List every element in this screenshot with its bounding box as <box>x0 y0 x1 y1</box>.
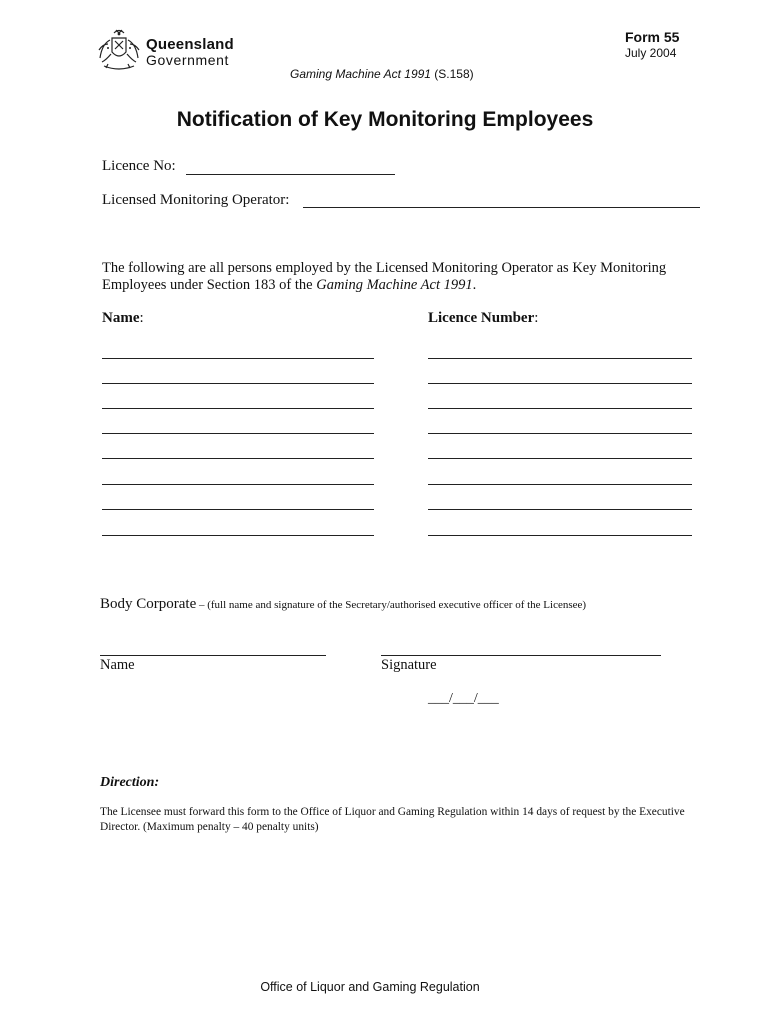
employee-licence-field-5[interactable] <box>428 458 692 459</box>
intro-text: The following are all persons employed by the Licensed Monitoring Operator as Key Monitoring Employees under Section 183 of the <box>102 260 667 293</box>
licence-no-label: Licence No: <box>102 158 176 174</box>
logo-text-queensland: Queensland <box>146 36 234 53</box>
employee-licence-field-1[interactable] <box>428 358 692 359</box>
body-corporate-note: – (full name and signature of the Secretary/authorised executive officer of the Licensee) <box>196 599 587 611</box>
employee-name-field-2[interactable] <box>102 383 374 384</box>
footer-text: Office of Liquor and Gaming Regulation <box>260 980 480 994</box>
employee-licence-field-4[interactable] <box>428 433 692 434</box>
name-header-colon: : <box>139 310 144 326</box>
licence-no-field[interactable] <box>186 174 395 175</box>
licence-header-text: Licence Number <box>428 310 535 326</box>
licence-header-colon: : <box>534 310 539 326</box>
body-corporate-heading <box>100 596 586 613</box>
intro-text-end: . <box>472 277 477 293</box>
act-section: (S.158) <box>430 67 474 81</box>
employee-name-field-5[interactable] <box>102 458 374 459</box>
signatory-name-label: Name <box>100 657 135 673</box>
signature-label: Signature <box>381 657 437 673</box>
date-field[interactable]: ___/___/___ <box>428 691 499 706</box>
employee-licence-field-3[interactable] <box>428 408 692 409</box>
act-name: Gaming Machine Act 1991 <box>290 67 431 81</box>
employee-name-field-4[interactable] <box>102 433 374 434</box>
act-reference <box>290 67 474 81</box>
form-number: Form 55 <box>625 29 680 45</box>
employee-name-field-7[interactable] <box>102 509 374 510</box>
name-header-text: Name <box>102 310 140 326</box>
direction-heading: Direction: <box>100 775 160 790</box>
employee-name-field-8[interactable] <box>102 535 374 536</box>
form-date: July 2004 <box>625 46 677 60</box>
licence-column-header <box>428 310 538 327</box>
employee-licence-field-8[interactable] <box>428 535 692 536</box>
signatory-name-field[interactable] <box>100 655 326 656</box>
logo-text-government: Government <box>146 52 230 68</box>
employee-name-field-3[interactable] <box>102 408 374 409</box>
employee-licence-field-7[interactable] <box>428 509 692 510</box>
page-title: Notification of Key Monitoring Employees <box>176 108 594 131</box>
operator-label: Licensed Monitoring Operator: <box>102 192 290 208</box>
operator-field[interactable] <box>303 207 700 208</box>
name-column-header <box>102 310 144 327</box>
intro-paragraph <box>102 260 712 294</box>
direction-text: The Licensee must forward this form to the Office of Liquor and Gaming Regulation within 14 days of request by the Executive Director. (Maximum penalty – 40 penalty units) <box>100 806 685 833</box>
employee-name-field-1[interactable] <box>102 358 374 359</box>
employee-name-field-6[interactable] <box>102 484 374 485</box>
employee-licence-field-6[interactable] <box>428 484 692 485</box>
intro-act-name: Gaming Machine Act 1991 <box>316 277 473 293</box>
signature-field[interactable] <box>381 655 661 656</box>
employee-licence-field-2[interactable] <box>428 383 692 384</box>
body-corporate-label: Body Corporate <box>100 596 197 612</box>
coat-of-arms-icon <box>96 28 142 70</box>
queensland-government-logo <box>96 28 246 72</box>
